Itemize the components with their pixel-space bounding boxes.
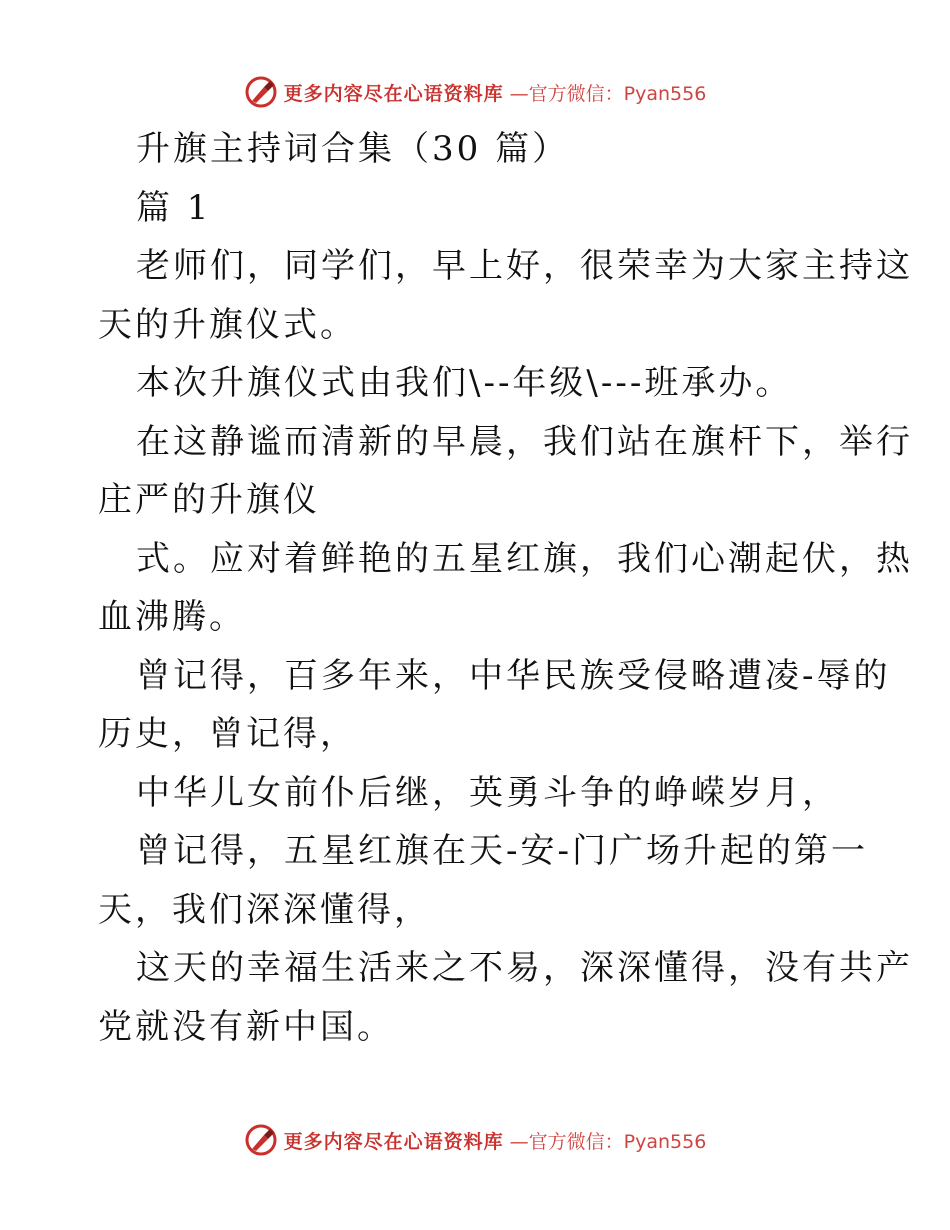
paragraph-line: 庄严的升旗仪 (98, 480, 320, 520)
paragraph-line: 在这静谧而清新的早晨，我们站在旗杆下，举行 (136, 421, 913, 462)
paragraph-line: 老师们，同学们，早上好，很荣幸为大家主持这 (136, 246, 913, 286)
footer-banner (0, 1120, 950, 1160)
paragraph-line: 历史，曾记得， (98, 714, 357, 754)
paragraph-line: 天，我们深深懂得， (98, 889, 431, 930)
pen-logo-icon (244, 1123, 278, 1157)
paragraph-line: 中华儿女前仆后继，英勇斗争的峥嵘岁月， (136, 772, 839, 813)
paragraph-line: 式。应对着鲜艳的五星红旗，我们心潮起伏，热 (136, 538, 913, 579)
document-title: 升旗主持词合集（30 篇） (136, 129, 570, 169)
paragraph-line: 血沸腾。 (98, 597, 246, 637)
pen-logo-icon (244, 75, 278, 109)
paragraph-line: 党就没有新中国。 (98, 1006, 394, 1047)
paragraph-line: 曾记得，五星红旗在天-安-门广场升起的第一 (136, 831, 868, 871)
section-heading: 篇 1 (136, 187, 212, 228)
paragraph-line: 曾记得，百多年来，中华民族受侵略遭凌-辱的 (136, 655, 891, 696)
document-body (98, 120, 913, 1056)
paragraph-line: 天的升旗仪式。 (98, 304, 357, 345)
paragraph-line: 这天的幸福生活来之不易，深深懂得，没有共产 (136, 948, 913, 988)
header-banner (0, 72, 950, 112)
banner-wechat-text: —官方微信：Pyan556 (509, 82, 707, 105)
banner-wechat-text: —官方微信：Pyan556 (509, 1130, 707, 1153)
banner-main-text: 更多内容尽在心语资料库 (283, 1130, 504, 1153)
banner-main-text: 更多内容尽在心语资料库 (283, 82, 504, 105)
paragraph-line: 本次升旗仪式由我们\--年级\---班承办。 (136, 363, 793, 403)
